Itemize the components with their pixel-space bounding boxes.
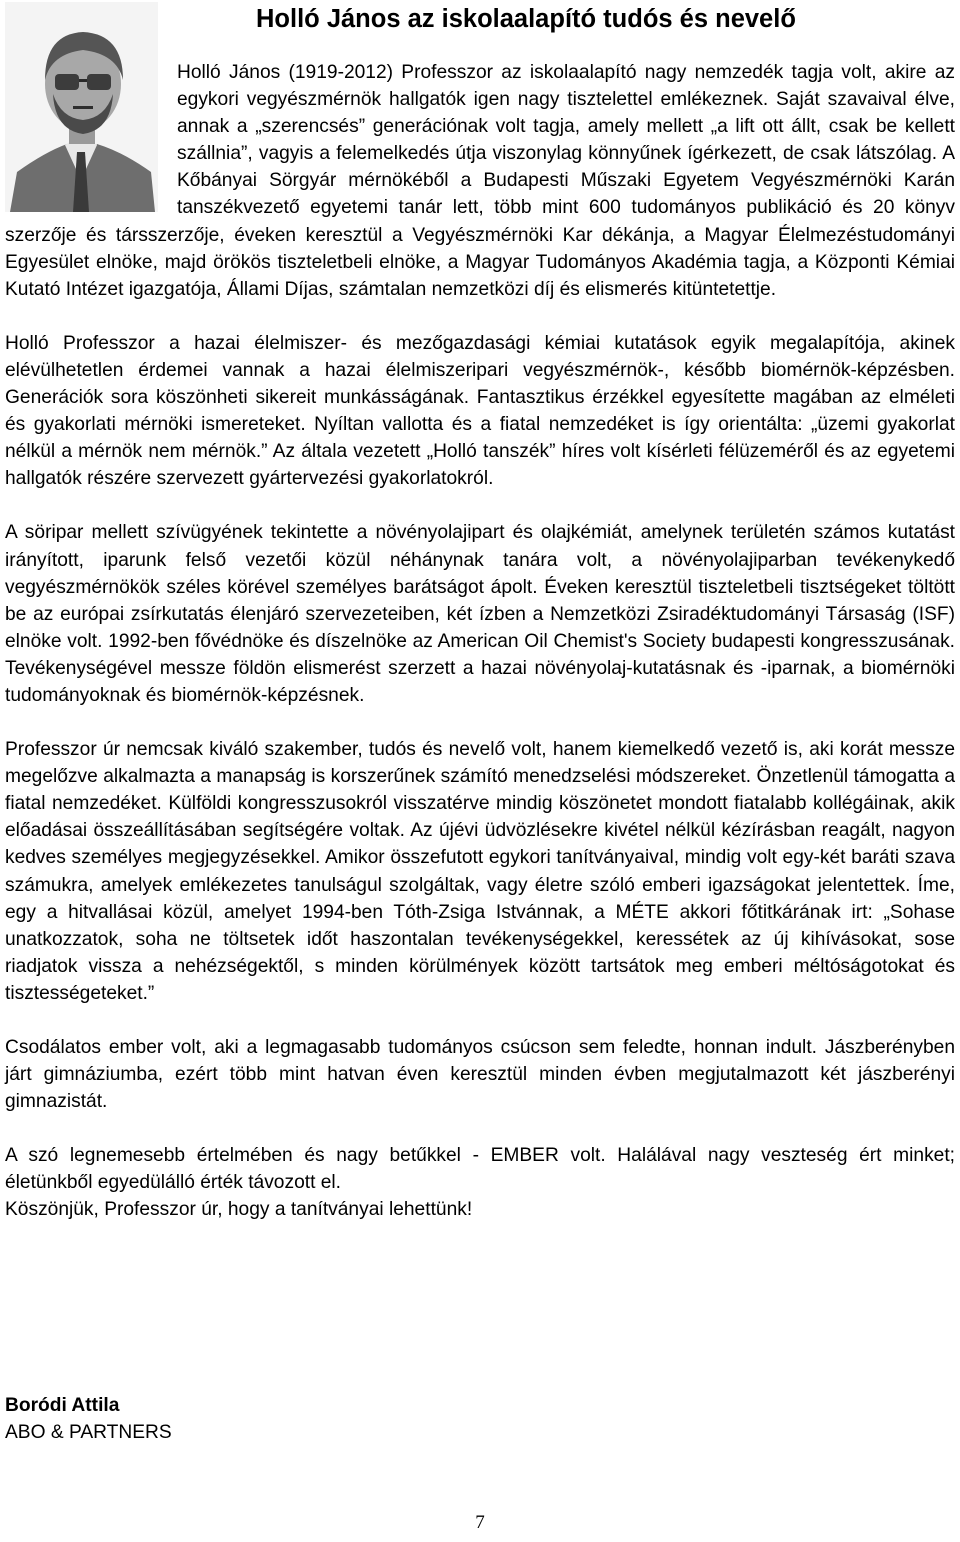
signature-block — [5, 1392, 172, 1446]
photo-spacer — [5, 59, 177, 218]
paragraph-tribute: A szó legnemesebb értelmében és nagy betűkkel - EMBER volt. Halálával nagy veszteség ért minket; életünkből egyedülálló érték távozott el. — [5, 1145, 955, 1194]
article-title: Holló János az iskolaalapító tudós és nevelő — [256, 5, 796, 33]
author-name: Boródi Attila — [5, 1395, 120, 1416]
closing-line: Köszönjük, Professzor úr, hogy a tanítványai lehettünk! — [5, 1199, 473, 1221]
paragraph-intro: Holló János (1919-2012) Professzor az iskolaalapító nagy nemzedék tagja volt, akire az egykori vegyészmérnök hallgatók igen nagy tisztelettel emlékeznek. Saját szavaival élve, annak a „szerencsés” generációnak volt tagja, amely mellett „a lift ott állt, csak be kellett szállnia”, vagyis a felemelkedés útja viszonylag könnyűnek ígérkezett, de csak látszólag. A Kőbányai Sörgyár mérnökéből a Budapesti Műszaki Egyetem Vegyészmérnöki Karán tanszékvezető egyetemi tanár lett, több mint 600 tudományos publikáció és 20 könyv szerzője és társszerzője, éveken keresztül a Vegyészmérnöki Kar dékánja, a Magyar Élelmezéstudományi Egyesület elnöke, majd örökös tiszteletbeli elnöke, a Magyar Tudományos Akadémia tagja, a Központi Kémiai Kutató Intézet igazgatója, Állami Díjas, számtalan nemzetközi díj és elismerés kitüntetettje. — [5, 62, 955, 300]
paragraph-oil-industry: A söripar mellett szívügyének tekintette a növényolajipart és olajkémiát, amelynek területén számos kutatást irányított, iparunk felső vezetői közül néhánynak tanára volt, a növényolajiparban tevékenykedő vegyészmérnökök széles körével személyes barátságot ápolt. Éveken keresztül tiszteletbeli tisztségeket töltött be az európai zsírkutatás élenjáró szervezeteiben, két ízben a Nemzetközi Zsiradéktudományi Társaság (ISF) elnöke volt. 1992-ben fővédnöke és díszelnöke az American Oil Chemist's Society budapesti kongresszusának. Tevékenységével messze földön elismerést szerzett a hazai növényolaj-kutatásnak és -iparnak, a biomérnöki tudományoknak és biomérnök-képzésnek. — [5, 522, 955, 706]
paragraph-origins: Csodálatos ember volt, aki a legmagasabb tudományos csúcson sem feledte, honnan indult. Jászberényben járt gimnáziumba, ezért több mint hatvan éven keresztül minden évben megjutalmazott két jászberényi gimnazistát. — [5, 1037, 955, 1113]
paragraph-research: Holló Professzor a hazai élelmiszer- és mezőgazdasági kémiai kutatások egyik megalapítója, akinek elévülhetetlen érdemei vannak a hazai élelmiszeripari vegyészmérnök-, később biomérnök-képzésben. Generációk sora köszönheti sikereit munkásságának. Fantasztikus érzékkel egyesítette magában az elméleti és gyakorlati mérnöki ismereteket. Nyíltan vallotta és a fiatal nemzedéket is így orientálta: „üzemi gyakorlat nélkül a mérnök nem mérnök.” Az általa vezetett „Holló tanszék” híres volt kísérleti félüzeméről és az egyetemi hallgatók részére szervezett gyártervezési gyakorlatokról. — [5, 332, 955, 490]
paragraph-leadership: Professzor úr nemcsak kiváló szakember, tudós és nevelő volt, hanem kiemelkedő vezető is, aki korát messze megelőzve alkalmazta a manapság is korszerűnek számító menedzselési módszereket. Önzetlenül támogatta a fiatal nemzedéket. Külföldi kongresszusokról visszatérve mindig köszönetet mondott fiatalabb kollégáinak, akik előadásai összeállításában segítségére voltak. Az újévi üdvözlésekre kivétel nélkül kézírásban reagált, nagyon kedves személyes megjegyzésekkel. Amikor összefutott egykori tanítványaival, mindig volt egy-két baráti szava számukra, amelyek emlékezetes tanulságul szolgáltak, vagy életre szóló emberi igazságokat jelentettek. Íme, egy a hitvallásai közül, amelyet 1994-ben Tóth-Zsiga Istvánnak, a MÉTE akkori főtitkárának irt: „Sohase unatkozzatok, soha ne töltsetek időt haszontalan tevékenységekkel, keressétek az új kihívásokat, sose riadjatok vissza a nehézségektől, s minden körülmények között tartsátok meg emberi méltóságotokat és tisztességeteket.” — [5, 739, 955, 1004]
page-number: 7 — [475, 1512, 485, 1533]
article-body — [5, 59, 955, 1251]
author-company: ABO & PARTNERS — [5, 1422, 172, 1443]
